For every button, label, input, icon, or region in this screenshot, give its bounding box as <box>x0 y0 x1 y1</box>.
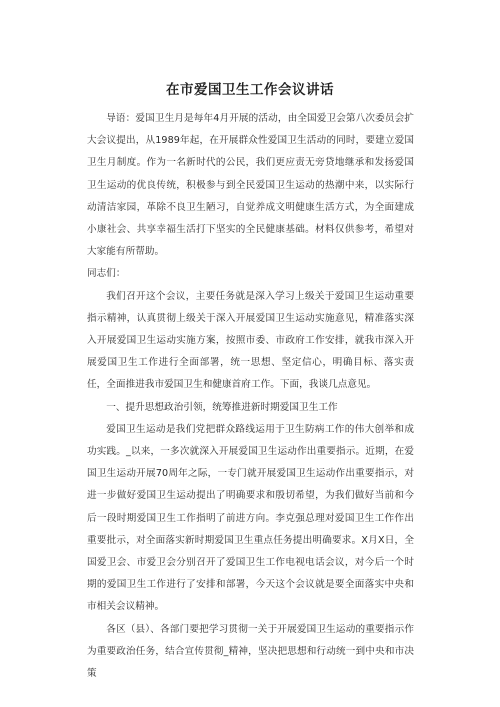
section-heading: 一、提升思想政治引领，统筹推进新时期爱国卫生工作 <box>106 401 338 413</box>
document-title: 在市爱国卫生工作会议讲话 <box>166 82 334 98</box>
body-paragraph: 我们召开这个会议，主要任务就是深入学习上级关于爱国卫生运动重要指示精神，认真贯彻上级关于深入开展爱国卫生运动实施意见，精准落实深入开展爱国卫生运动实施方案，按照市委、市政府工作安排，就我市深入开展爱国卫生工作进行全面部署，统一思想、坚定信心，明确目标、落实责任，全面推进我市爱国卫生和健康首府工作。下面，我谈几点意见。 <box>87 290 414 391</box>
intro-paragraph: 导语：爱国卫生月是每年4月开展的活动，由全国爱卫会第八次委员会扩大会议提出，从1989年起，在开展群众性爱国卫生活动的同时，要建立爱国卫生月制度。作为一名新时代的公民，我们更应责无旁贷地继承和发扬爱国卫生运动的优良传统，积极参与到全民爱国卫生运动的热潮中来，以实际行动清洁家园，革除不良卫生陋习，自觉养成文明健康生活方式，为全面建成小康社会、共享幸福生活打下坚实的全民健康基础。材料仅供参考，希望对大家能有所帮助。 <box>87 113 414 258</box>
body-paragraph: 爱国卫生运动是我们党把群众路线运用于卫生防病工作的伟大创举和成功实践。_以来，一多次就深入开展爱国卫生运动作出重要指示。近期，在爱国卫生运动开展70周年之际，一专门就开展爱国卫生运动作出重要指示，对进一步做好爱国卫生运动提出了明确要求和殷切希望，为我们做好当前和今后一段时期爱国卫生工作指明了前进方向。李克强总理对爱国卫生工作作出重要批示，对全面落实新时期爱国卫生重点任务提出明确要求。X月X日，全国爱卫会、市爱卫会分别召开了爱国卫生工作电视电话会议，对今后一个时期的爱国卫生工作进行了安排和部署，今天这个会议就是要全面落实中央和市相关会议精神。 <box>87 423 414 613</box>
document-body <box>87 108 414 685</box>
body-paragraph: 各区（县）、各部门要把学习贯彻一关于开展爱国卫生运动的重要指示作为重要政治任务，结合宣传贯彻_精神，坚决把思想和行动统一到中央和市决策 <box>87 623 414 680</box>
salutation: 同志们： <box>87 268 126 280</box>
